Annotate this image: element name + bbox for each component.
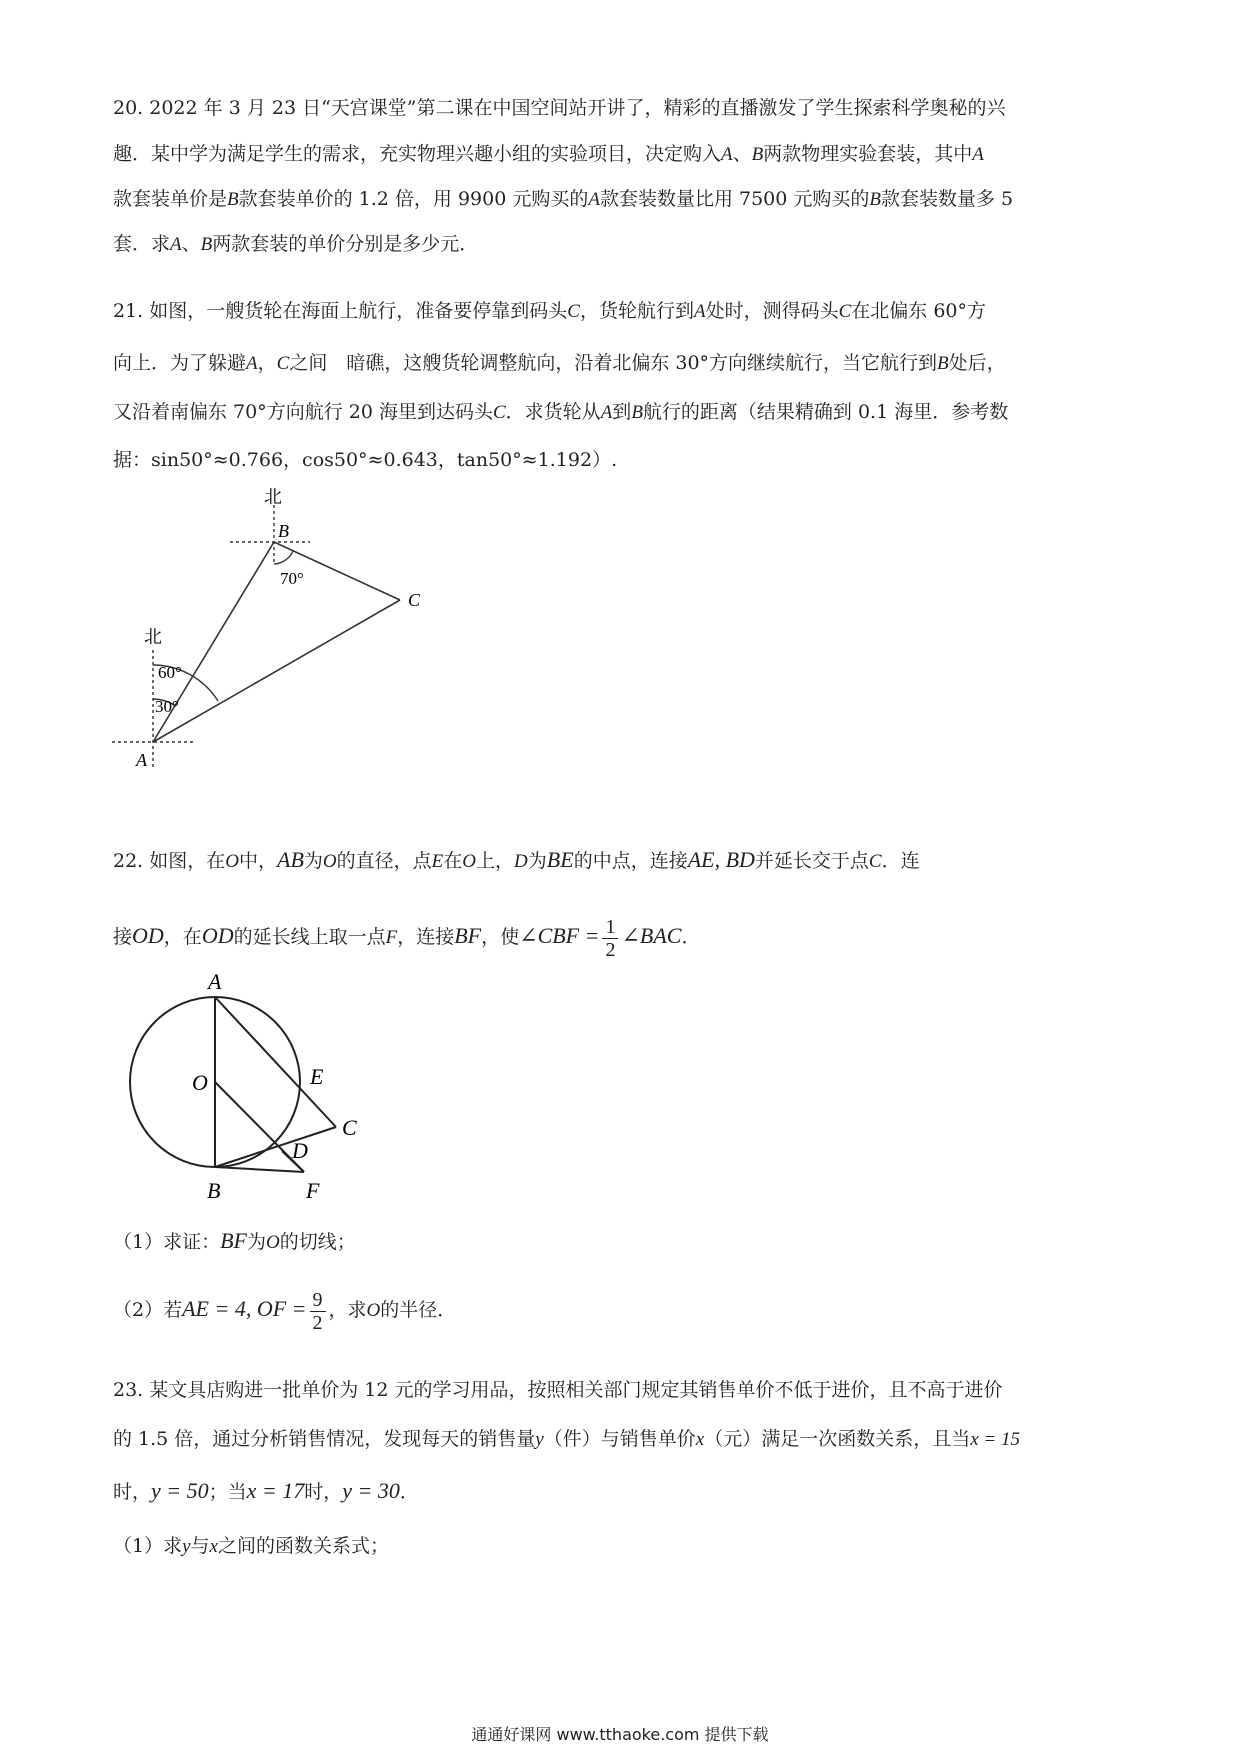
point-a-label: A [136, 750, 147, 770]
fraction-half: $\frac{1}{2}$ [602, 916, 618, 961]
q21-line1: 21. 如图，一艘货轮在海面上航行，准备要停靠到码头C，货轮航行到A处时，测得码头C在北偏东 60°方 [113, 300, 986, 322]
point-b-label: B [207, 1178, 221, 1203]
point-a-label: A [208, 969, 222, 994]
q21-line4: 据：sin50°≈0.766，cos50°≈0.643，tan50°≈1.192）. [113, 449, 618, 471]
q22-line2: 接OD，在OD的延长线上取一点F，连接BF，使∠CBF = $\frac{1}{2}$ ∠BAC． [113, 915, 701, 961]
q20-line2: 趣．某中学为满足学生的需求，充实物理兴趣小组的实验项目，决定购入A、B两款物理实验套装，其中A [113, 143, 984, 165]
q20-line4: 套．求A、B两款套装的单价分别是多少元． [113, 233, 479, 255]
q22-part2: （2）若AE = 4, OF = $\frac{9}{2}$ ，求O的半径． [113, 1288, 457, 1334]
q23-line3: 时，y = 50；当x = 17时，y = 30． [113, 1478, 419, 1503]
angle-30-label: 30° [155, 697, 179, 716]
fraction-nine-halves: $\frac{9}{2}$ [310, 1289, 326, 1334]
q21-line2: 向上．为了躲避A，C之间 暗礁，这艘货轮调整航向，沿着北偏东 30°方向继续航行，当它航行到B处后， [113, 352, 1006, 374]
point-c-label: C [342, 1115, 357, 1140]
point-c-label: C [408, 590, 421, 610]
q23-line2: 的 1.5 倍，通过分析销售情况，发现每天的销售量y（件）与销售单价x（元）满足一次函数关系，且当x = 15 [113, 1428, 1020, 1450]
q22-diagram [110, 965, 380, 1210]
north-label-b: 北 [264, 487, 282, 507]
point-f-label: F [306, 1178, 320, 1203]
angle-60-label: 60° [158, 663, 182, 682]
q20-line1: 20. 2022 年 3 月 23 日“天宫课堂”第二课在中国空间站开讲了，精彩的直播激发了学生探索科学奥秘的兴 [113, 97, 1006, 119]
footer-credit: 通通好课网 www.tthaoke.com 提供下载 [471, 1725, 769, 1744]
q21-line3: 又沿着南偏东 70°方向航行 20 海里到达码头C．求货轮从A到B航行的距离（结果精确到 0.1 海里．参考数 [113, 401, 1009, 423]
north-label-a: 北 [144, 627, 162, 647]
q22-line1: 22. 如图，在O中，AB为O的直径，点E在O上，D为BE的中点，连接AE, BD并延长交于点C．连 [113, 847, 920, 872]
point-d-label: D [292, 1138, 308, 1163]
q23-line1: 23. 某文具店购进一批单价为 12 元的学习用品，按照相关部门规定其销售单价不低于进价，且不高于进价 [113, 1379, 1003, 1401]
point-o-label: O [192, 1070, 208, 1095]
q20-line3: 款套装单价是B款套装单价的 1.2 倍，用 9900 元购买的A款套装数量比用 7500 元购买的B款套装数量多 5 [113, 188, 1014, 210]
q22-part1: （1）求证：BF为O的切线； [113, 1228, 356, 1253]
angle-70-label: 70° [280, 569, 304, 588]
point-e-label: E [310, 1064, 324, 1089]
point-b-label: B [278, 521, 289, 541]
q23-part1: （1）求y与x之间的函数关系式； [113, 1535, 389, 1557]
q21-diagram [100, 485, 440, 775]
